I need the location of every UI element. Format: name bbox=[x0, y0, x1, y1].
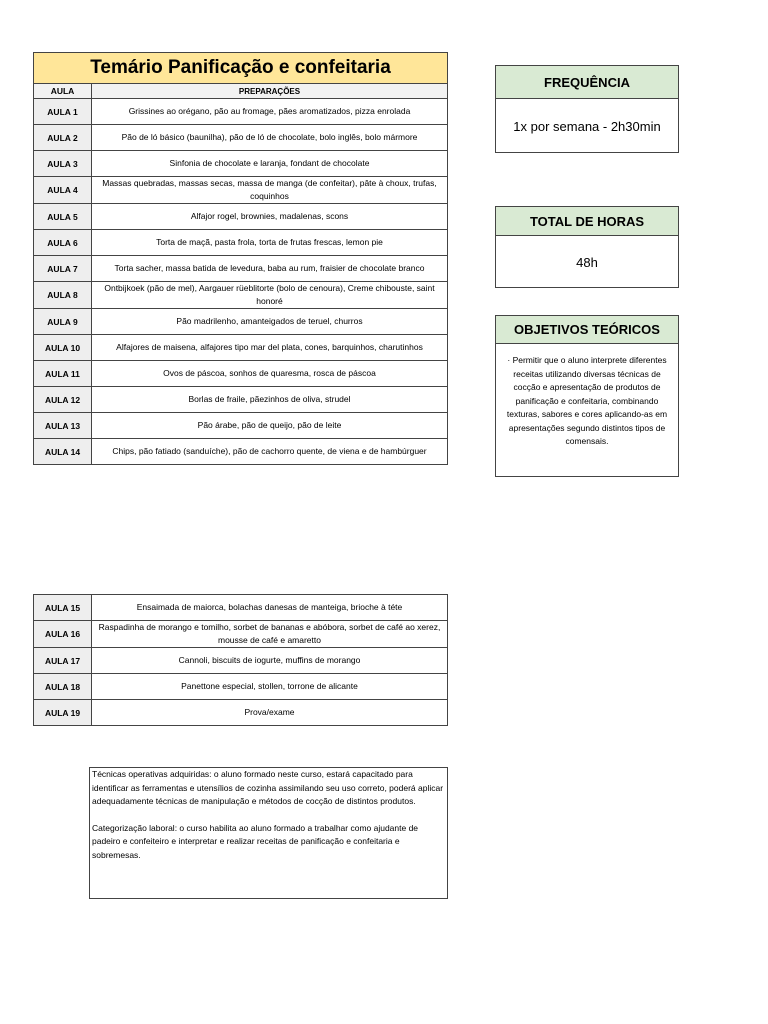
aula-preparacoes: Ovos de páscoa, sonhos de quaresma, rosca de páscoa bbox=[92, 361, 448, 387]
aula-label: AULA 19 bbox=[34, 700, 92, 726]
table-row bbox=[34, 151, 448, 177]
aula-label: AULA 5 bbox=[34, 204, 92, 230]
frequencia-label: FREQUÊNCIA bbox=[496, 66, 678, 99]
total-horas-value: 48h bbox=[576, 254, 598, 270]
aula-preparacoes: Pão árabe, pão de queijo, pão de leite bbox=[92, 413, 448, 439]
aula-label: AULA 2 bbox=[34, 125, 92, 151]
aula-label: AULA 16 bbox=[34, 621, 92, 648]
table-row bbox=[34, 99, 448, 125]
aula-preparacoes: Cannoli, biscuits de iogurte, muffins de morango bbox=[92, 648, 448, 674]
aula-label: AULA 1 bbox=[34, 99, 92, 125]
aula-preparacoes: Alfajor rogel, brownies, madalenas, scons bbox=[92, 204, 448, 230]
aula-preparacoes: Massas quebradas, massas secas, massa de manga (de confeitar), pâte à choux, trufas, coquinhos bbox=[92, 177, 448, 204]
aula-preparacoes: Alfajores de maisena, alfajores tipo mar del plata, cones, barquinhos, charutinhos bbox=[92, 335, 448, 361]
header-preparacoes: PREPARAÇÕES bbox=[92, 84, 448, 99]
aula-label: AULA 9 bbox=[34, 309, 92, 335]
header-aula: AULA bbox=[34, 84, 92, 99]
objetivos-text: · Permitir que o aluno interprete diferentes receitas utilizando diversas técnicas de cocção e apresentação de produtos de panificação e confeitaria, combinando texturas, sabores e cores aplicando-as em apresentações segundo distintos tipos de comensais. bbox=[506, 355, 668, 446]
table-row bbox=[34, 125, 448, 151]
aula-preparacoes: Torta de maçã, pasta frola, torta de frutas frescas, lemon pie bbox=[92, 230, 448, 256]
total-horas-box bbox=[495, 206, 679, 288]
aula-preparacoes: Torta sacher, massa batida de levedura, baba au rum, fraisier de chocolate branco bbox=[92, 256, 448, 282]
table-row bbox=[34, 648, 448, 674]
course-notes bbox=[89, 767, 448, 899]
aula-preparacoes: Ensaimada de maiorca, bolachas danesas de manteiga, brioche à téte bbox=[92, 595, 448, 621]
syllabus-table-continued bbox=[33, 594, 448, 726]
aula-label: AULA 12 bbox=[34, 387, 92, 413]
aula-label: AULA 7 bbox=[34, 256, 92, 282]
aula-preparacoes: Chips, pão fatiado (sanduíche), pão de cachorro quente, de viena e de hambúrguer bbox=[92, 439, 448, 465]
table-row bbox=[34, 674, 448, 700]
objetivos-box bbox=[495, 315, 679, 477]
tecnicas-text: Técnicas operativas adquiridas: o aluno formado neste curso, estará capacitado para identificar as ferramentas e utensílios de cozinha assimilando seu uso correto, poderá aplicar adequadamente técnicas de manipulação e métodos de cocção de distintos produtos. bbox=[92, 769, 444, 806]
aula-label: AULA 15 bbox=[34, 595, 92, 621]
table-row bbox=[34, 204, 448, 230]
aula-preparacoes: Panettone especial, stollen, torrone de alicante bbox=[92, 674, 448, 700]
categorizacao-text: Categorização laboral: o curso habilita ao aluno formado a trabalhar como ajudante de padeiro e confeiteiro e interpretar e realizar receitas de panificação e confeitaria e sobremesas. bbox=[92, 822, 419, 860]
aula-preparacoes: Sinfonia de chocolate e laranja, fondant de chocolate bbox=[92, 151, 448, 177]
aula-label: AULA 11 bbox=[34, 361, 92, 387]
objetivos-label: OBJETIVOS TEÓRICOS bbox=[496, 316, 678, 344]
table-row bbox=[34, 177, 448, 204]
aula-label: AULA 14 bbox=[34, 439, 92, 465]
aula-preparacoes: Pão madrilenho, amanteigados de teruel, churros bbox=[92, 309, 448, 335]
aula-label: AULA 4 bbox=[34, 177, 92, 204]
table-row bbox=[34, 387, 448, 413]
table-row bbox=[34, 335, 448, 361]
aula-preparacoes: Ontbijkoek (pão de mel), Aargauer rüeblitorte (bolo de cenoura), Creme chibouste, saint honoré bbox=[92, 282, 448, 309]
table-row bbox=[34, 256, 448, 282]
syllabus-table bbox=[33, 52, 448, 465]
table-row bbox=[34, 595, 448, 621]
aula-preparacoes: Prova/exame bbox=[92, 700, 448, 726]
aula-label: AULA 13 bbox=[34, 413, 92, 439]
aula-label: AULA 10 bbox=[34, 335, 92, 361]
aula-preparacoes: Grissines ao orégano, pão au fromage, pães aromatizados, pizza enrolada bbox=[92, 99, 448, 125]
table-row bbox=[34, 282, 448, 309]
table-row bbox=[34, 700, 448, 726]
aula-preparacoes: Raspadinha de morango e tomilho, sorbet de bananas e abóbora, sorbet de café ao xerez, mousse de café e amaretto bbox=[92, 621, 448, 648]
table-row bbox=[34, 230, 448, 256]
total-horas-label: TOTAL DE HORAS bbox=[496, 207, 678, 236]
table-row bbox=[34, 309, 448, 335]
table-row bbox=[34, 361, 448, 387]
frequencia-box bbox=[495, 65, 679, 153]
aula-preparacoes: Borlas de fraile, pãezinhos de oliva, strudel bbox=[92, 387, 448, 413]
aula-label: AULA 18 bbox=[34, 674, 92, 700]
aula-label: AULA 3 bbox=[34, 151, 92, 177]
table-row bbox=[34, 439, 448, 465]
aula-label: AULA 6 bbox=[34, 230, 92, 256]
table-row bbox=[34, 413, 448, 439]
table-row bbox=[34, 621, 448, 648]
frequencia-value: 1x por semana - 2h30min bbox=[513, 118, 661, 134]
aula-preparacoes: Pão de ló básico (baunilha), pão de ló de chocolate, bolo inglês, bolo mármore bbox=[92, 125, 448, 151]
syllabus-title: Temário Panificação e confeitaria bbox=[34, 53, 448, 84]
aula-label: AULA 17 bbox=[34, 648, 92, 674]
aula-label: AULA 8 bbox=[34, 282, 92, 309]
